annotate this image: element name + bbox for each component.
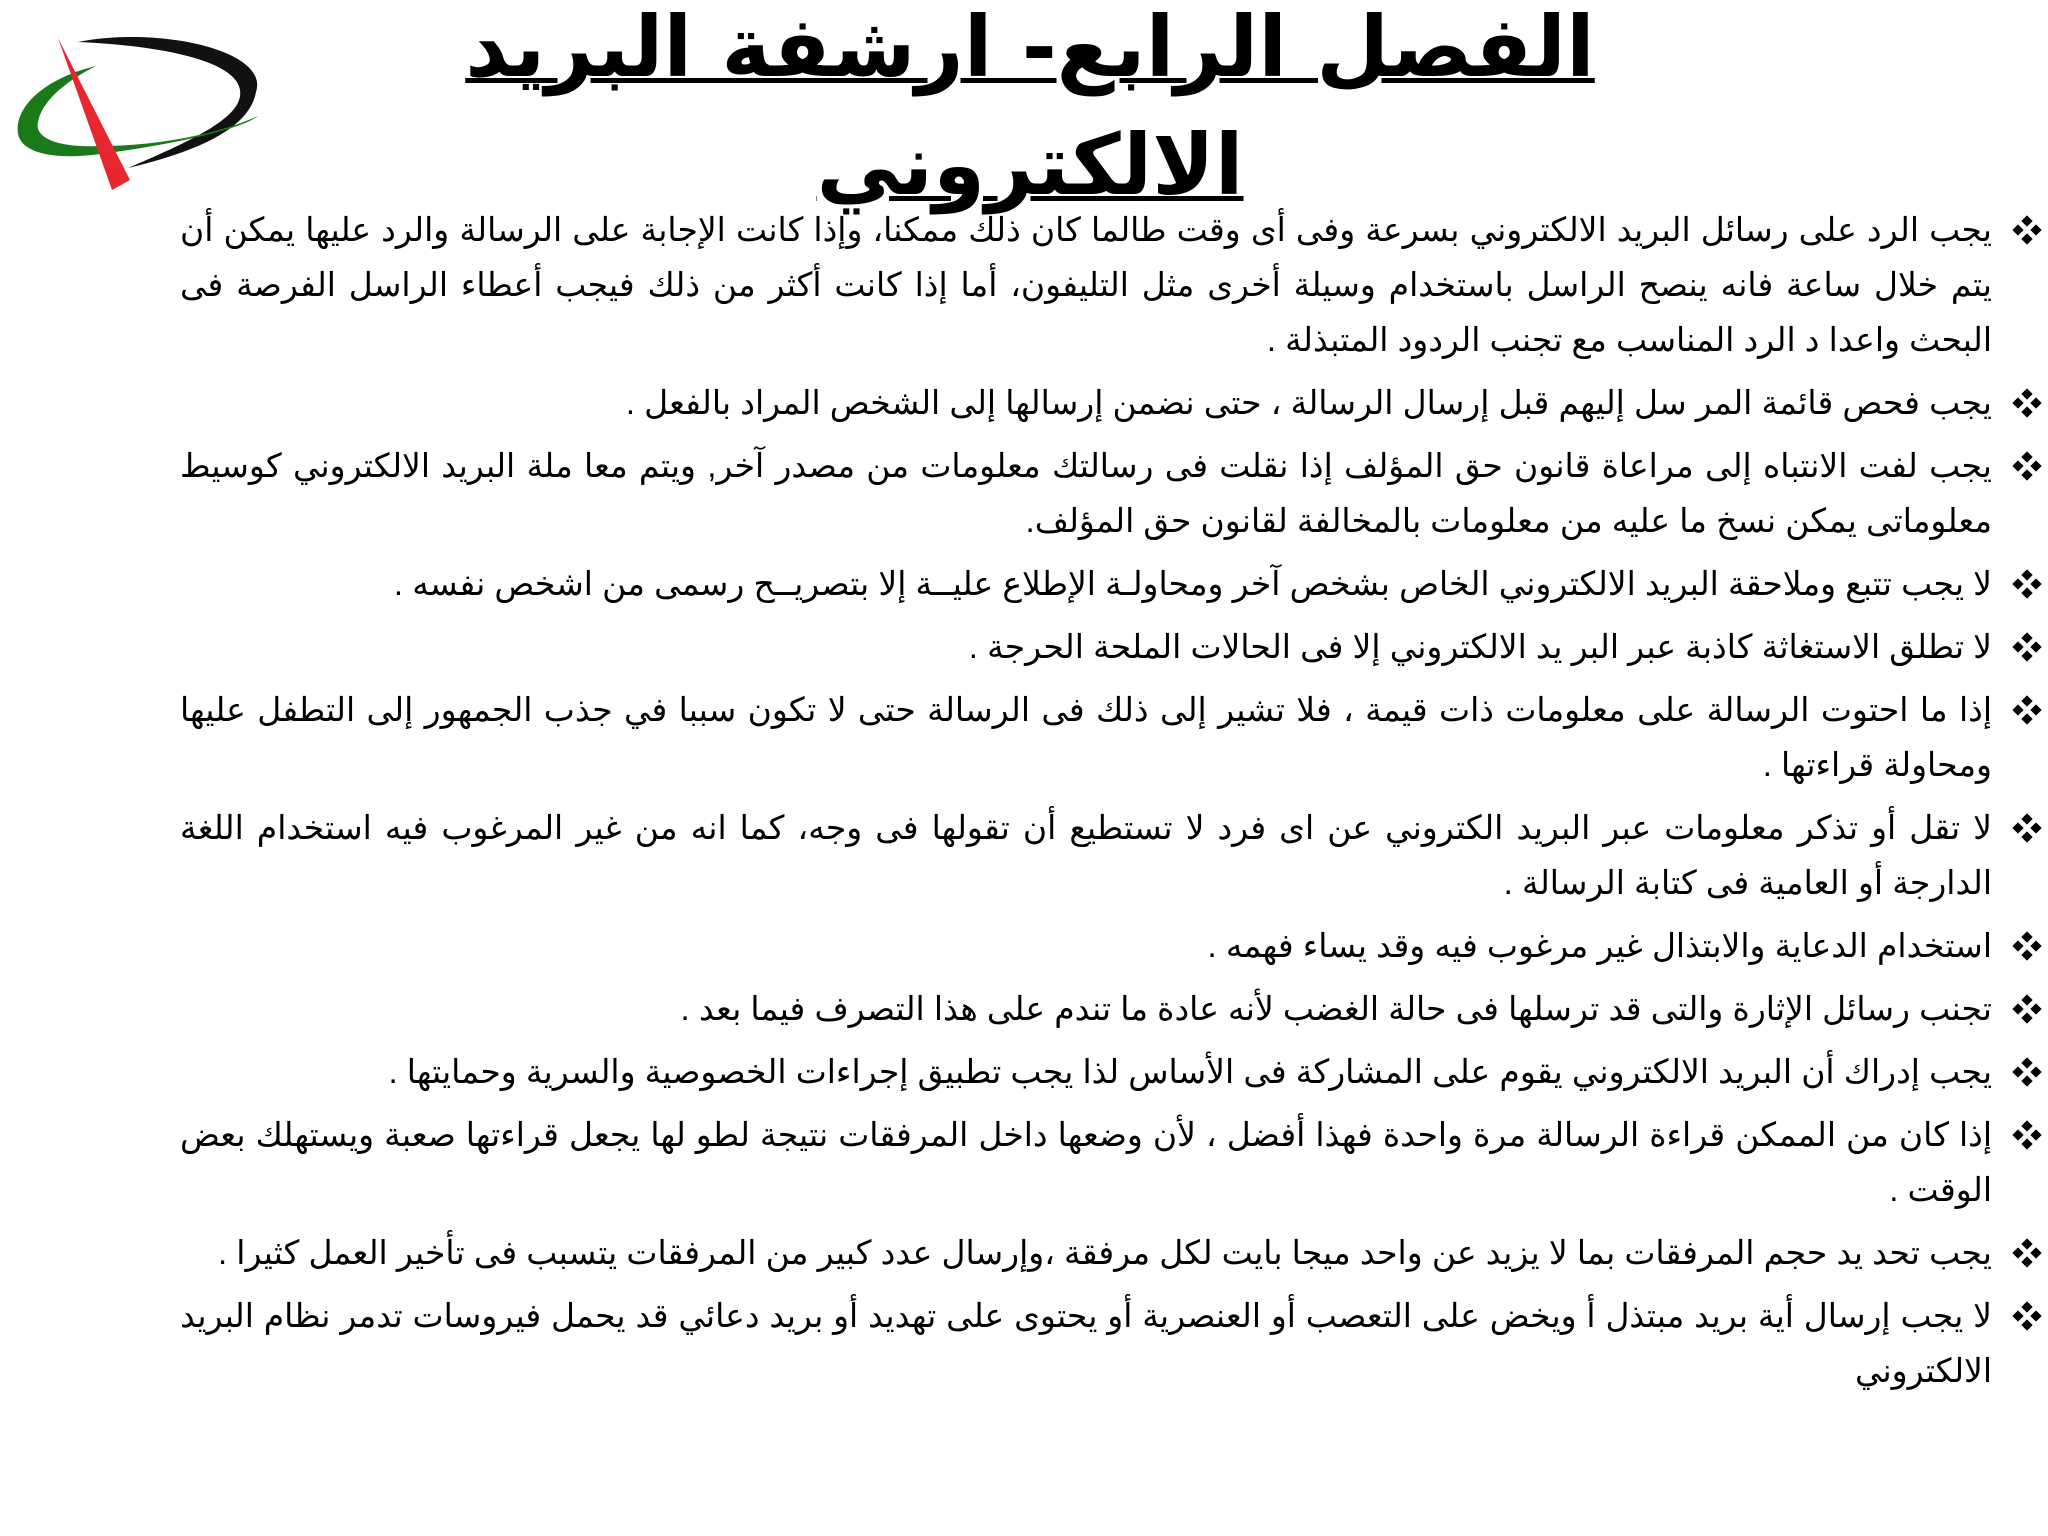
diamond-bullet-icon <box>2014 996 2040 1022</box>
bullet-text-6: إذا ما احتوت الرسالة على معلومات ذات قيمة ، فلا تشير إلى ذلك فى الرسالة حتى لا تكون سببا في جذب الجمهور إلى التطفل عليها ومحاولة قراءتها . <box>180 691 1992 783</box>
bullet-content <box>180 202 2040 1406</box>
diamond-bullet-icon <box>2014 933 2040 959</box>
logo-green-swoosh <box>18 66 258 156</box>
diamond-bullet-icon <box>2014 1303 2040 1329</box>
logo-swoosh-icon <box>8 30 258 195</box>
diamond-bullet-icon <box>2014 390 2040 416</box>
bullet-text-8: استخدام الدعاية والابتذال غير مرغوب فيه وقد يساء فهمه . <box>1207 927 1992 964</box>
bullet-text-2: يجب فحص قائمة المر سل إليهم قبل إرسال الرسالة ، حتى نضمن إرسالها إلى الشخص المراد بالفعل . <box>625 384 1992 421</box>
bullet-item-8 <box>180 918 2040 973</box>
bullet-text-5: لا تطلق الاستغاثة كاذبة عبر البر يد الالكتروني إلا فى الحالات الملحة الحرجة . <box>968 628 1992 665</box>
diamond-bullet-icon <box>2014 815 2040 841</box>
bullet-text-1: يجب الرد على رسائل البريد الالكتروني بسرعة وفى أى وقت طالما كان ذلك ممكنا، وإذا كانت الإجابة على الرسالة والرد عليها يمكن أن يتم خلال ساعة فانه ينصح الراسل باستخدام وسيلة أخرى مثل التليفون، أما إذا كانت أكثر من ذلك فيجب أعطاء الراسل الفرصة فى البحث واعدا د الرد المناسب مع تجنب الردود المتبذلة . <box>180 211 1992 358</box>
diamond-bullet-icon <box>2014 1059 2040 1085</box>
diamond-bullet-icon <box>2014 697 2040 723</box>
bullet-item-1 <box>180 202 2040 367</box>
bullet-item-13 <box>180 1288 2040 1398</box>
diamond-bullet-icon <box>2014 1122 2040 1148</box>
diamond-bullet-icon <box>2014 634 2040 660</box>
bullet-text-10: يجب إدراك أن البريد الالكتروني يقوم على المشاركة فى الأساس لذا يجب تطبيق إجراءات الخصوصية والسرية وحمايتها . <box>388 1053 1992 1090</box>
bullet-text-13: لا يجب إرسال أية بريد مبتذل أ ويخض على التعصب أو العنصرية أو يحتوى على تهديد أو بريد دعائي قد يحمل فيروسات تدمر نظام البريد الالكتروني <box>180 1297 1992 1389</box>
bullet-item-2 <box>180 375 2040 430</box>
bullet-item-10 <box>180 1044 2040 1099</box>
bullet-item-11 <box>180 1107 2040 1217</box>
logo <box>8 30 258 195</box>
bullet-text-4: لا يجب تتبع وملاحقة البريد الالكتروني الخاص بشخص آخر ومحاولـة الإطلاع عليــة إلا بتصريــح رسمى من اشخص نفسه . <box>393 565 1992 602</box>
bullet-item-5 <box>180 619 2040 674</box>
bullet-item-12 <box>180 1225 2040 1280</box>
bullet-item-3 <box>180 438 2040 548</box>
bullet-text-7: لا تقل أو تذكر معلومات عبر البريد الكتروني عن اى فرد لا تستطيع أن تقولها فى وجه، كما انه من غير المرغوب فيه استخدام اللغة الدارجة أو العامية فى كتابة الرسالة . <box>180 809 1992 901</box>
diamond-bullet-icon <box>2014 453 2040 479</box>
diamond-bullet-icon <box>2014 217 2040 243</box>
bullet-item-9 <box>180 981 2040 1036</box>
logo-red-spike <box>58 38 130 190</box>
bullet-list <box>180 202 2040 1398</box>
bullet-item-7 <box>180 800 2040 910</box>
diamond-bullet-icon <box>2014 1240 2040 1266</box>
bullet-text-9: تجنب رسائل الإثارة والتى قد ترسلها فى حالة الغضب لأنه عادة ما تندم على هذا التصرف فيما بعد . <box>680 990 1992 1027</box>
page-title-text: الفصل الرابع- ارشفة البريد الالكتروني <box>465 0 1595 214</box>
diamond-bullet-icon <box>2014 571 2040 597</box>
bullet-item-4 <box>180 556 2040 611</box>
bullet-item-6 <box>180 682 2040 792</box>
page-title <box>280 0 1780 224</box>
bullet-text-12: يجب تحد يد حجم المرفقات بما لا يزيد عن واحد ميجا بايت لكل مرفقة ،وإرسال عدد كبير من المرفقات يتسبب فى تأخير العمل كثيرا . <box>217 1234 1992 1271</box>
bullet-text-3: يجب لفت الانتباه إلى مراعاة قانون حق المؤلف إذا نقلت فى رسالتك معلومات من مصدر آخر, ويتم معا ملة البريد الالكتروني كوسيط معلوماتى يمكن نسخ ما عليه من معلومات بالمخالفة لقانون حق المؤلف. <box>180 447 1992 539</box>
bullet-text-11: إذا كان من الممكن قراءة الرسالة مرة واحدة فهذا أفضل ، لأن وضعها داخل المرفقات نتيجة لطو لها يجعل قراءتها صعبة ويستهلك بعض الوقت . <box>180 1116 1993 1208</box>
